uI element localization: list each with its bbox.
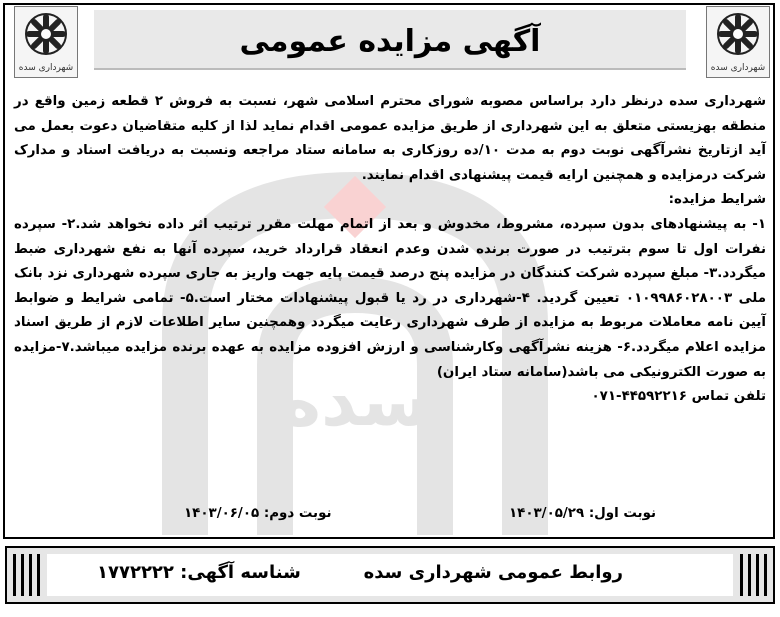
conditions-heading: شرایط مزایده: — [668, 192, 766, 208]
conditions-paragraph: ۱- به پیشنهادهای بدون سپرده، مشروط، مخدوش و بعد از اتمام مهلت مقرر ترتیب اثر داده نخواهد شد.۲- سپرده نفرات اول تا سوم بترتیب در صورت برنده شدن وعدم انعقاد قرارداد خرید، سپرده آنها به نفع شهرداری ضبط میگردد.۳- مبلغ سپرده شرکت کنندگان در مزایده پنج درصد قیمت پایه جهت واریز به جاری سپرده شهرداری نزد بانک ملی ۰۱۰۹۹۸۶۰۲۸۰۰۳ تعیین گردید. ۴-شهرداری در رد یا قبول پیشنهادات مختار است.۵- تمامی شرایط و ضوابط آیین نامه معاملات مربوط به مزایده از طرف شهرداری رعایت میگردد وهمچنین سایر اطلاعات لازم از طریق اسناد مزایده اعلام میگردد.۶- هزینه نشرآگهی وکارشناسی و ارزش افزوده مزایده به عهده برنده مزایده میباشد.۷-مزایده به صورت الکترونیکی می باشد(سامانه ستاد ایران) — [14, 216, 766, 380]
ad-id: شناسه آگهی: ۱۷۷۲۲۲۲ — [97, 562, 301, 583]
contact-phone: تلفن تماس ۴۴۵۹۲۲۱۶-۰۷۱ — [591, 389, 766, 405]
ad-body — [14, 90, 766, 410]
publication-dates — [14, 506, 766, 530]
municipality-logo-right — [706, 6, 770, 78]
logo-caption: شهرداری سده — [18, 63, 74, 73]
municipality-logo-left — [14, 6, 78, 78]
publisher-name: روابط عمومی شهرداری سده — [363, 562, 623, 583]
sedeh-emblem-icon — [715, 11, 761, 57]
title-band — [94, 10, 686, 70]
intro-paragraph: شهرداری سده درنظر دارد براساس مصوبه شورای محترم اسلامی شهر، نسبت به فروش ۲ قطعه زمین واقع در منطقه بهزیستی متعلق به این شهرداری از طریق مزایده عمومی اقدام نماید لذا از کلیه متقاضیان دعوت بعمل می آید ازتاریخ نشرآگهی نوبت دوم به مدت ۱۰/ده روزکاری به سامانه ستاد مراجعه ونسبت به دریافت اسناد و مدارک شرکت درمزایده و همچنین ارایه قیمت پیشنهادی اقدام نمایند. — [14, 94, 767, 183]
first-publication-date: نوبت اول: ۱۴۰۳/۰۵/۲۹ — [508, 506, 656, 521]
sedeh-emblem-icon — [23, 11, 69, 57]
svg-text:سده: سده — [279, 360, 431, 442]
page-title: آگهی مزایده عمومی — [239, 24, 541, 59]
decorative-bars-left — [13, 554, 41, 596]
footer-band — [5, 546, 775, 604]
logo-caption: شهرداری سده — [710, 63, 766, 73]
second-publication-date: نوبت دوم: ۱۴۰۳/۰۶/۰۵ — [184, 506, 332, 521]
decorative-bars-right — [739, 554, 767, 596]
